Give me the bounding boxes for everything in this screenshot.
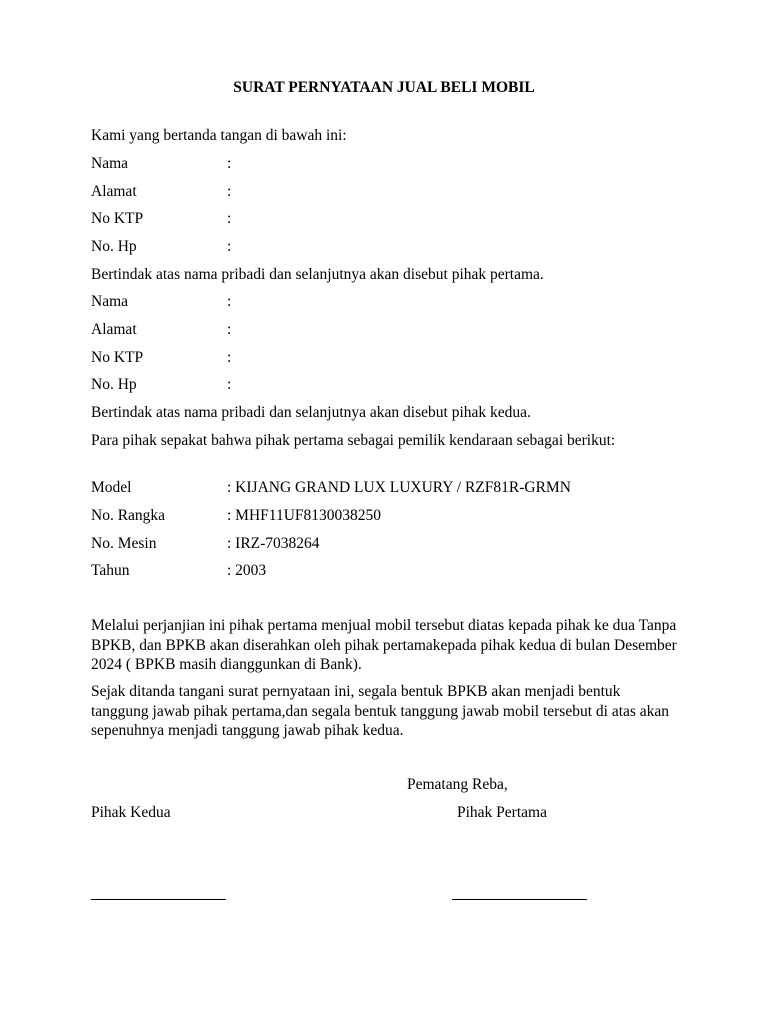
signatory-left-label: Pihak Kedua [91,804,171,821]
vehicle-year-value: : 2003 [227,562,267,579]
vehicle-model-label: Model [91,479,132,496]
party-two-name-label: Nama [91,293,129,310]
party-two-phone-label: No. Hp [91,376,137,393]
party-two-phone-value: : [227,376,232,393]
party-two-address-value: : [227,321,232,338]
vehicle-chassis-label: No. Rangka [91,507,166,524]
party-two-ktp-value: : [227,349,232,366]
vehicle-engine-label: No. Mesin [91,535,157,552]
responsibility-paragraph: Sejak ditanda tangani surat pernyataan ini, segala bentuk BPKB akan menjadi bentuk tanggung jawab pihak pertama,dan segala bentuk tanggung jawab mobil tersebut di atas akan sepenuhnya menjadi tanggung jawab pihak kedua. [91,683,670,739]
vehicle-engine-value: : IRZ-7038264 [227,535,320,552]
signature-line-left [91,899,226,900]
place-date: Pematang Reba, [407,776,508,793]
party-one-name-value: : [227,155,232,172]
party-two-address-label: Alamat [91,321,137,338]
party-one-phone-value: : [227,238,232,255]
sale-paragraph: Melalui perjanjian ini pihak pertama menjual mobil tersebut diatas kepada pihak ke dua Tanpa BPKB, dan BPKB akan diserahkan oleh pihak pertamakepada pihak kedua di bulan Desember 2024 ( BPKB masih dianggunkan di Bank). [91,617,677,673]
party-one-phone-label: No. Hp [91,238,137,255]
party-two-statement: Bertindak atas nama pribadi dan selanjutnya akan disebut pihak kedua. [91,404,531,421]
party-one-address-value: : [227,183,232,200]
agreement-intro: Para pihak sepakat bahwa pihak pertama sebagai pemilik kendaraan sebagai berikut: [91,432,616,449]
party-two-ktp-label: No KTP [91,349,144,366]
party-two-name-value: : [227,293,232,310]
party-one-statement: Bertindak atas nama pribadi dan selanjutnya akan disebut pihak pertama. [91,266,544,283]
intro-text: Kami yang bertanda tangan di bawah ini: [91,127,347,144]
vehicle-chassis-value: : MHF11UF8130038250 [227,507,382,524]
party-one-address-label: Alamat [91,183,137,200]
vehicle-year-label: Tahun [91,562,130,579]
document-title: SURAT PERNYATAAN JUAL BELI MOBIL [233,79,535,96]
party-one-name-label: Nama [91,155,129,172]
party-one-ktp-value: : [227,210,232,227]
party-one-ktp-label: No KTP [91,210,144,227]
signature-line-right [452,899,587,900]
signatory-right-label: Pihak Pertama [457,804,547,821]
vehicle-model-value: : KIJANG GRAND LUX LUXURY / RZF81R-GRMN [227,479,571,496]
